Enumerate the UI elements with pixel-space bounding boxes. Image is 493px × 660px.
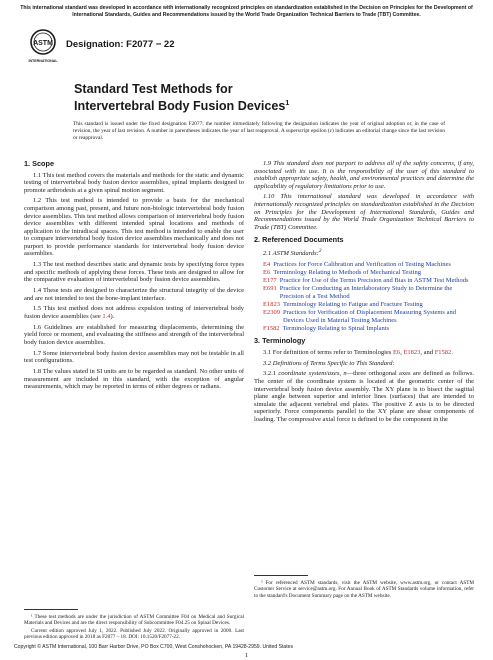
reference-title[interactable]: Terminology Relating to Methods of Mechanical Testing xyxy=(273,268,421,276)
footnote-1-edition: Current edition approved July 1, 2022. Published July 2022. Originally approved in 2000. Last previous edition approved in 2018 as F2077 – 18. DOI: 10.1520/F2077-22. xyxy=(24,627,244,640)
page-number: 1 xyxy=(244,652,249,659)
reference-item[interactable] xyxy=(254,309,474,324)
footnote-1: ¹ These test methods are under the jurisdiction of ASTM Committee F04 on Medical and Surgical Materials and Devices and are the direct responsibility of Subcommittee F04.25 on Spinal Devices. xyxy=(24,614,244,627)
footnote-divider-left xyxy=(24,609,78,610)
para-1-6: 1.6 Guidelines are established for measuring displacements, determining the yield force or moment, and evaluating the stiffness and strength of the intervertebral body fusion device assemblies. xyxy=(24,323,244,346)
ref-link-e6[interactable]: E6 xyxy=(392,348,401,356)
para-3-1: 3.1 For definition of terms refer to Terminologies E6, E1823, and F1582. xyxy=(263,348,453,356)
footnote-2: ² For referenced ASTM standards, visit the ASTM website, www.astm.org, or contact ASTM Customer Service at service@astm.org. For Annual Book of ASTM Standards volume information, refer to the standard's Document Summary page on the ASTM website. xyxy=(254,580,474,599)
section-2-heading: 2. Referenced Documents xyxy=(254,235,344,245)
designation: Designation: F2077 − 22 xyxy=(66,39,175,50)
para-1-10: 1.10 This international standard was developed in accordance with internationally recognized principles on standardization established in the Decision on Principles for the Development of International Standards, Guides and Recommendations issued by the World Trade Organization Technical Barriers to Trade (TBT) Committee. xyxy=(254,193,474,231)
reference-item[interactable] xyxy=(254,301,474,309)
ref-link-e1823[interactable]: E1823 xyxy=(403,348,421,356)
reference-title[interactable]: Practices for Force Calibration and Verification of Testing Machines xyxy=(273,260,451,268)
reference-item[interactable] xyxy=(254,269,474,277)
reference-item[interactable] xyxy=(254,261,474,269)
para-1-4: 1.4 These tests are designed to characterize the structural integrity of the device and are not intended to test the bone-implant interface. xyxy=(24,287,244,302)
footnote-left xyxy=(24,614,244,641)
para-1-1: 1.1 This test method covers the materials and methods for the static and dynamic testing of intervertebral body fusion device assemblies, spinal implants designed to promote arthrodesis at a given spinal motion segment. xyxy=(24,171,244,194)
document-title xyxy=(74,82,434,113)
reference-title[interactable]: Terminology Relating to Spinal Implants xyxy=(282,324,390,332)
astm-logo-icon xyxy=(28,28,58,70)
reference-code[interactable]: F1582 xyxy=(263,324,280,332)
svg-text:INTERNATIONAL: INTERNATIONAL xyxy=(28,59,58,63)
astm-standards-subheading: 2.1 ASTM Standards:$^2$ xyxy=(263,247,322,257)
reference-item[interactable] xyxy=(254,277,474,285)
reference-list xyxy=(254,261,474,332)
para-1-2: 1.2 This test method is intended to provide a basis for the mechanical comparison among past, present, and future non-biologic intervertebral body fusion device assemblies. This test method allows comparison of intervertebral body fusion device assemblies with different intended spinal locations and methods of application to the intradiscal spaces. This test method is intended to enable the user to compare intervertebral body fusion device assemblies mechanically and does not purport to provide performance standards for intervertebral body fusion device assemblies. xyxy=(24,197,244,258)
reference-code[interactable]: E2309 xyxy=(263,309,280,317)
para-1-3: 1.3 The test method describes static and dynamic tests by specifying force types and specific methods of applying these forces. These tests are designed to allow for the comparative evaluation of intervertebral body fusion device assemblies. xyxy=(24,261,244,284)
reference-item[interactable] xyxy=(254,325,474,333)
issued-note: This standard is issued under the fixed designation F2077; the number immediately following the designation indicates the year of original adoption or, in the case of revision, the year of last revision. A number in parentheses indicates the year of last reapproval. A superscript epsilon (ε) indicates an editorial change since the last revision or reapproval. xyxy=(73,121,445,141)
section-1-heading: 1. Scope xyxy=(24,159,55,168)
svg-text:ASTM: ASTM xyxy=(33,40,53,47)
reference-title[interactable]: Practice for Use of the Terms Precision and Bias in ASTM Test Methods xyxy=(279,277,469,285)
footnote-right xyxy=(254,580,474,600)
title-line-1: Standard Test Methods for xyxy=(74,82,233,96)
section-3-heading: 3. Terminology xyxy=(254,336,306,346)
para-1-8: 1.8 The values stated in SI units are to be regarded as standard. No other units of measurement are included in this standard, with the exception of angular measurements, which may be reported in terms of either degrees or radians. xyxy=(24,368,244,391)
para-1-7: 1.7 Some intervertebral body fusion device assemblies may not be testable in all test configurations. xyxy=(24,349,244,365)
ref-link-1-4[interactable]: 1.4 xyxy=(102,313,111,321)
reference-item[interactable] xyxy=(254,285,474,300)
reference-title[interactable]: Practices for Verification of Displacement Measuring Systems and Devices Used in Material Testing Machines xyxy=(282,309,456,324)
reference-code[interactable]: E177 xyxy=(263,277,277,285)
tbt-notice: This international standard was developed in accordance with internationally recognized principles on standardization established in the Decision on Principles for the Development of International Standards, Guides and Recommendations issued by the World Trade Organization Technical Barriers to Trade (TBT) Committee. xyxy=(20,5,473,18)
reference-code[interactable]: E691 xyxy=(263,285,277,293)
reference-code[interactable]: E4 xyxy=(263,260,271,268)
title-line-2: Intervertebral Body Fusion Devices$^1$ xyxy=(74,98,290,113)
copyright-line: Copyright © ASTM International, 100 Barr Harbor Drive, PO Box C700, West Conshohocken, PA 19428-2959. United States xyxy=(14,644,294,650)
reference-title[interactable]: Practice for Conducting an Interlaboratory Study to Determine the Precision of a Test Method xyxy=(279,285,453,300)
para-3-2-1: 3.2.1 coordinate system/axes, n—three orthogonal axes are defined as follows. The center of the coordinate system is located at the geometric center of the intervertebral body fusion device assembly. The XY plane is to bisect the sagittal plane angle between superior and inferior lines (surfaces) that are intended to simulate the adjacent vertebral end plates. The positive Z axis is to be directed superiorly. Force components parallel to the XY plane are shear components of loading. The compressive axial force is defined to be the component in the xyxy=(254,370,475,423)
right-column xyxy=(254,160,474,427)
ref-link-f1582[interactable]: F1582 xyxy=(434,348,452,356)
left-column xyxy=(24,160,244,394)
reference-title[interactable]: Terminology Relating to Fatigue and Fracture Testing xyxy=(282,300,423,308)
reference-code[interactable]: E1823 xyxy=(263,300,280,308)
reference-code[interactable]: E6 xyxy=(263,268,271,276)
term-coordinate-system: coordinate system/axes, n xyxy=(278,370,347,378)
para-1-9: 1.9 This standard does not purport to address all of the safety concerns, if any, associated with its use. It is the responsibility of the user of this standard to establish appropriate safety, health, and environmental practices and determine the applicability of regulatory limitations prior to use. xyxy=(254,160,474,190)
para-3-2: 3.2 Definitions of Terms Specific to This Standard: xyxy=(263,359,395,367)
title-footnote-marker: 1 xyxy=(285,99,290,107)
para-1-5: 1.5 This test method does not address expulsion testing of intervertebral body fusion device assemblies (see 1.4). xyxy=(24,305,244,321)
footnote-divider-right xyxy=(254,575,308,576)
